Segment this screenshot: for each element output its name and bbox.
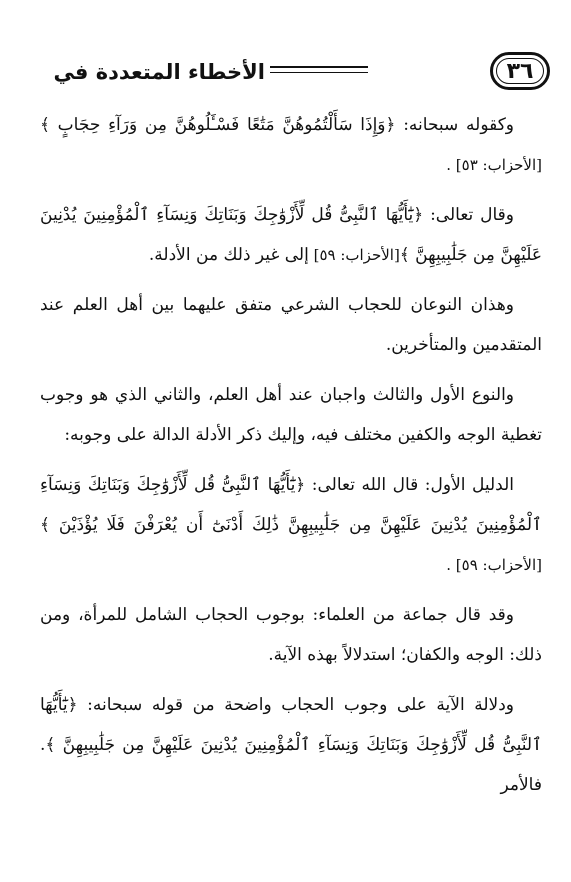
header-rule-thick	[270, 66, 368, 68]
paragraph-3	[40, 285, 542, 365]
page-number-text: ٣٦	[506, 58, 534, 84]
paragraph-1	[40, 105, 542, 185]
paragraph-1-intro: وكقوله سبحانه:	[395, 115, 514, 135]
quran-verse-2: ﴿يَٰٓأَيُّهَا ٱلنَّبِىُّ قُل لِّأَزْوَٰجِكَ وَبَنَاتِكَ وَنِسَآءِ ٱلْمُؤْمِنِينَ يُدْنِينَ عَلَيْهِنَّ مِن جَلَٰبِيبِهِنَّ ﴾	[40, 205, 542, 265]
header-rule-thin	[270, 72, 368, 73]
paragraph-3-text: وهذان النوعان للحجاب الشرعي متفق عليهما بين أهل العلم عند المتقدمين والمتأخرين.	[40, 295, 542, 355]
page-body	[40, 105, 542, 815]
running-title: الأخطاء المتعددة في	[53, 60, 265, 84]
paragraph-5-intro: الدليل الأول: قال الله تعالى:	[305, 475, 515, 495]
quran-verse-4: ﴿يَٰٓأَيُّهَا ٱلنَّبِىُّ قُل لِّأَزْوَٰجِكَ وَبَنَاتِكَ وَنِسَآءِ ٱلْمُؤْمِنِينَ يُدْنِينَ عَلَيْهِنَّ مِن جَلَٰبِيبِهِنَّ ﴾	[40, 695, 542, 755]
verse-reference-2: [الأحزاب: ٥٩]	[308, 246, 400, 264]
paragraph-7-tail: . فالأمر	[40, 735, 542, 795]
page-number	[490, 52, 550, 90]
paragraph-5	[40, 465, 542, 585]
verse-reference-1: [الأحزاب: ٥٣] .	[446, 156, 542, 174]
verse-reference-3: [الأحزاب: ٥٩] .	[446, 556, 542, 574]
paragraph-7-intro: ودلالة الآية على وجوب الحجاب واضحة من قوله سبحانه:	[77, 695, 514, 715]
paragraph-7	[40, 685, 542, 805]
paragraph-2	[40, 195, 542, 275]
paragraph-4	[40, 375, 542, 455]
quran-verse-1: ﴿وَإِذَا سَأَلْتُمُوهُنَّ مَتَٰعًا فَسْـَٔلُوهُنَّ مِن وَرَآءِ حِجَابٍ ﴾	[40, 115, 396, 135]
page-header	[40, 52, 550, 96]
paragraph-6-text: وقد قال جماعة من العلماء: بوجوب الحجاب الشامل للمرأة، ومن ذلك: الوجه والكفان؛ استدلالاً بهذه الآية.	[40, 605, 542, 665]
paragraph-4-text: والنوع الأول والثالث واجبان عند أهل العلم، والثاني الذي هو وجوب تغطية الوجه والكفين مختلف فيه، وإليك ذكر الأدلة الدالة على وجوبه:	[40, 385, 542, 445]
paragraph-6	[40, 595, 542, 675]
quran-verse-3: ﴿يَٰٓأَيُّهَا ٱلنَّبِىُّ قُل لِّأَزْوَٰجِكَ وَبَنَاتِكَ وَنِسَآءِ ٱلْمُؤْمِنِينَ يُدْنِينَ عَلَيْهِنَّ مِن جَلَٰبِيبِهِنَّ ذَٰلِكَ أَدْنَىٰٓ أَن يُعْرَفْنَ فَلَا يُؤْذَيْنَ ﴾	[40, 475, 542, 535]
paragraph-2-tail: إلى غير ذلك من الأدلة.	[148, 245, 309, 265]
paragraph-2-intro: وقال تعالى:	[423, 205, 514, 225]
